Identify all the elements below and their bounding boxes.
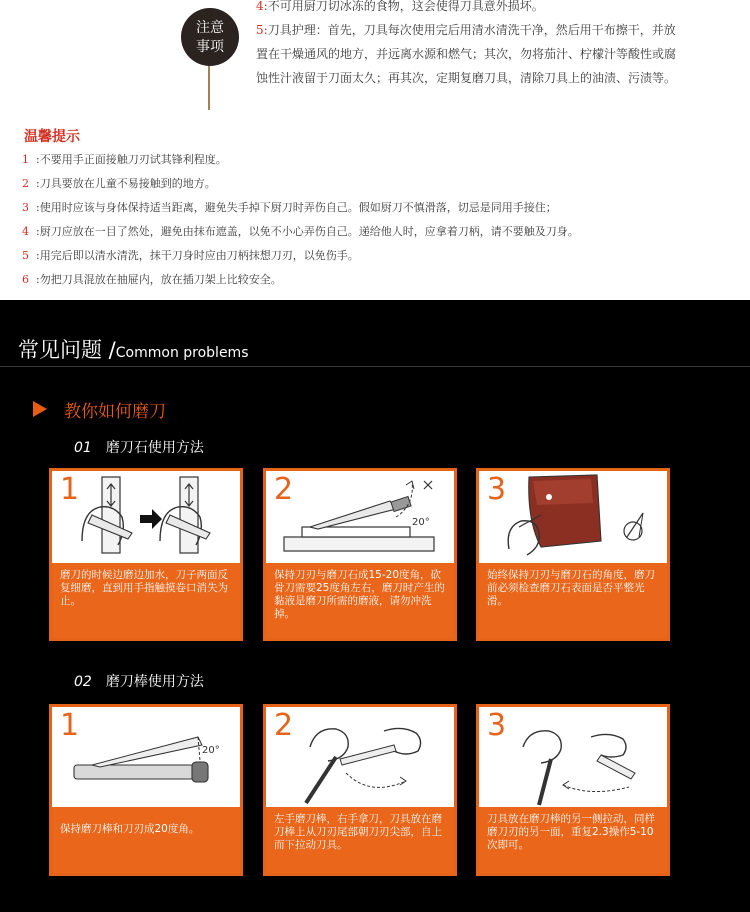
badge-line-2: 事项 — [196, 39, 224, 55]
play-arrow-icon — [33, 401, 47, 417]
whetstone-step-illustration — [266, 471, 454, 563]
honing-rod-step-illustration — [266, 707, 454, 807]
step-caption: 保持刀刃与磨刀石成15-20度角，砍骨刀需要25度角左右，磨刀时产生的黏液是磨刀所需的磨液，请勿冲洗掉。 — [266, 563, 454, 638]
step-caption: 始终保持刀刃与磨刀石的角度，磨刀前必须检查磨刀石表面是否平整光滑。 — [479, 563, 667, 638]
honing-rod-step-card — [263, 704, 457, 876]
rod-angle-illustration — [52, 707, 240, 807]
section-title: 常见问题 /Common problems — [18, 338, 249, 362]
step-number: 1 — [60, 708, 80, 743]
warm-tips-list — [22, 153, 579, 297]
teach-title: 教你如何磨刀 — [64, 402, 166, 422]
honing-rod-step-illustration — [479, 707, 667, 807]
step-number: 2 — [274, 708, 294, 743]
badge-stem — [208, 60, 210, 110]
angle-label: 20° — [202, 745, 220, 756]
tip-item: 2 :刀具要放在儿童不易接触到的地方。 — [22, 177, 216, 190]
honing-rod-subtitle: 02 磨刀棒使用方法 — [74, 674, 204, 690]
section-divider — [0, 366, 750, 367]
rod-stroke-illustration — [266, 707, 454, 807]
check-stone-illustration — [479, 471, 667, 563]
whetstone-step-illustration — [52, 471, 240, 563]
warm-tips-title: 温馨提示 — [24, 129, 80, 145]
rod-other-side-illustration — [479, 707, 667, 807]
honing-rod-step-illustration — [52, 707, 240, 807]
tip-item: 3 :使用时应该与身体保持适当距离，避免失手掉下厨刀时弄伤自己。假如厨刀不慎滑落，切忌是同用手接住； — [22, 201, 557, 214]
notice-text — [256, 0, 742, 90]
whetstone-step-card — [476, 468, 670, 641]
tip-item: 6 :勿把刀具混放在抽屉内，放在插刀架上比较安全。 — [22, 273, 282, 286]
angle-on-stone-illustration — [266, 471, 454, 563]
tip-item: 5 :用完后即以清水清洗，抹干刀身时应由刀柄抹想刀刃，以免伤手。 — [22, 249, 359, 262]
step-number: 3 — [487, 472, 507, 507]
tip-item: 1 :不要用手正面接触刀刃试其锋利程度。 — [22, 153, 227, 166]
notice-line: 蚀性汁液留于刀面太久；再其次，定期复磨刀具，清除刀具上的油渍、污渍等。 — [256, 71, 677, 85]
step-number: 2 — [274, 472, 294, 507]
step-caption: 保持磨刀棒和刀刃成20度角。 — [52, 807, 240, 873]
honing-rod-step-card — [476, 704, 670, 876]
notice-panel — [0, 0, 750, 300]
hands-sharpening-illustration — [52, 471, 240, 563]
whetstone-step-illustration — [479, 471, 667, 563]
step-caption: 左手磨刀棒，右手拿刀，刀具放在磨刀棒上从刀刃尾部朝刀刃尖部，自上而下拉动刀具。 — [266, 807, 454, 873]
notice-badge — [181, 8, 239, 66]
step-number: 3 — [487, 708, 507, 743]
angle-label: 20° — [412, 517, 430, 528]
whetstone-step-card — [49, 468, 243, 641]
notice-line: 置在干燥通风的地方，并远离水源和燃气；其次，勿将茄汁、柠檬汁等酸性或腐 — [256, 47, 677, 61]
notice-line: 5:刀具护理：首先，刀具每次使用完后用清水清洗干净，然后用干布擦干，并放 — [256, 23, 676, 37]
badge-line-1: 注意 — [196, 20, 224, 36]
honing-rod-step-card — [49, 704, 243, 876]
step-caption: 磨刀的时候边磨边加水，刀子两面反复细磨，直到用手指触摸卷口消失为止。 — [52, 563, 240, 638]
whetstone-step-card — [263, 468, 457, 641]
whetstone-subtitle: 01 磨刀石使用方法 — [74, 440, 204, 456]
step-number: 1 — [60, 472, 80, 507]
step-caption: 刀具放在磨刀棒的另一侧拉动，同样磨刀刃的另一面，重复2.3操作5-10次即可。 — [479, 807, 667, 873]
tip-item: 4 :厨刀应放在一目了然处，避免由抹布遮盖，以免不小心弄伤自己。递给他人时，应拿着刀柄，请不要触及刀身。 — [22, 225, 579, 238]
notice-line: 4:不可用厨刀切冰冻的食物，这会使得刀具意外损坏。 — [256, 0, 544, 13]
